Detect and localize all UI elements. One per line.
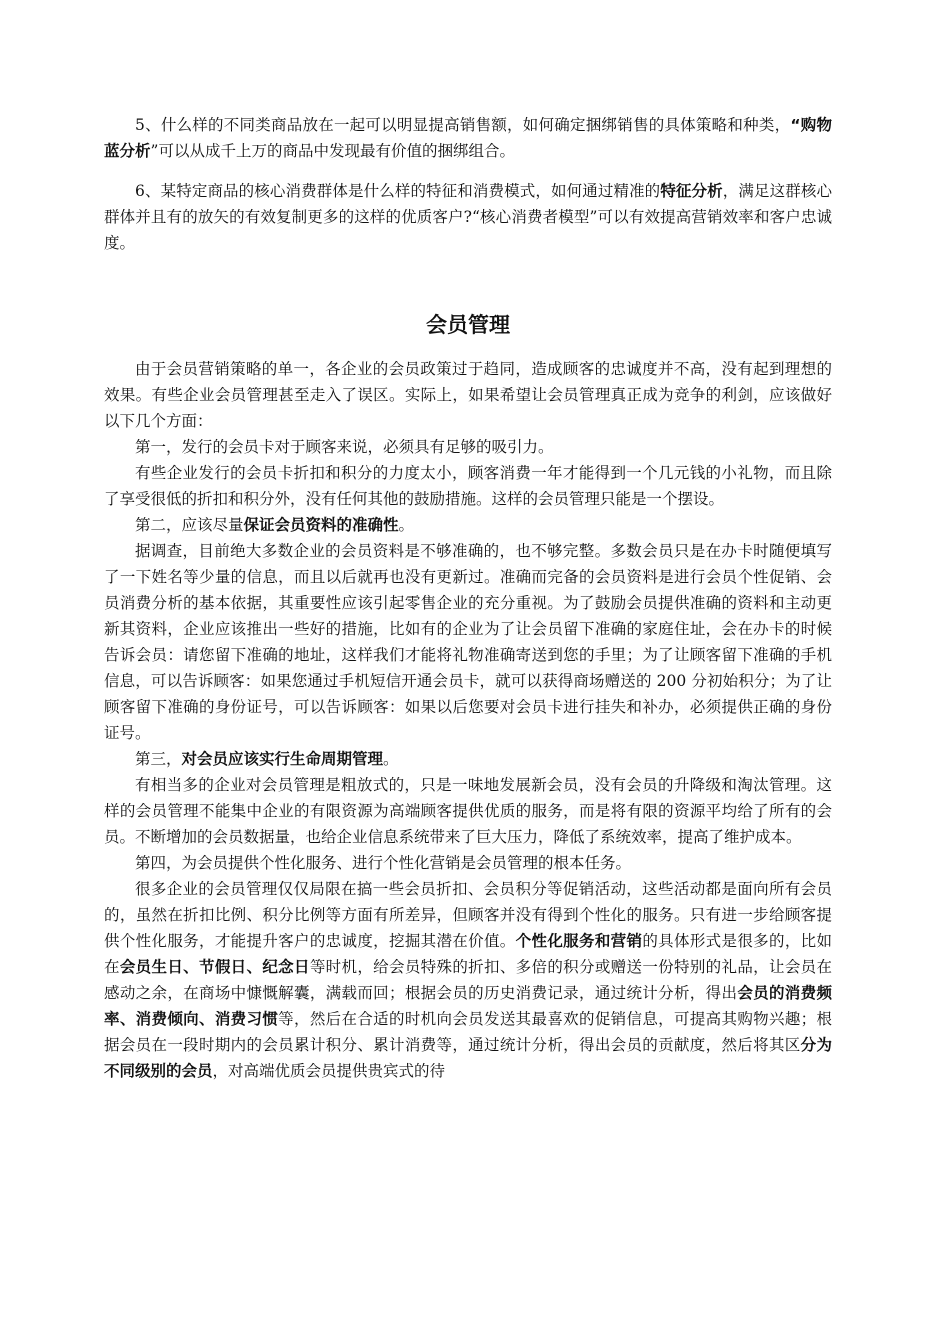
text-run: 第二，应该尽量 bbox=[135, 516, 244, 534]
text-run: 等时机，给会员特殊的折扣、多倍的积分或赠送一份特别的礼品，让会员在感动之余，在商场中慷慨解囊，满载而回；根据会员的历史消费记录，通过统计分析，得出 bbox=[104, 958, 832, 1002]
bold-term-habits: 会员的消费频率、消费倾向、消费习惯 bbox=[104, 984, 832, 1028]
text-run: 的具体形式是很多的，比如在 bbox=[104, 932, 832, 976]
paragraph-point-three-detail: 有相当多的企业对会员管理是粗放式的，只是一味地发展新会员，没有会员的升降级和淘汰管理。这样的会员管理不能集中企业的有限资源为高端顾客提供优质的服务，而是将有限的资源平均给了所有的会员。不断增加的会员数据量，也给企业信息系统带来了巨大压力，降低了系统效率，提高了维护成本。 bbox=[104, 776, 832, 846]
paragraph-intro: 由于会员营销策略的单一，各企业的会员政策过于趋同，造成顾客的忠诚度并不高，没有起到理想的效果。有些企业会员管理甚至走入了误区。实际上，如果希望让会员管理真正成为竞争的利剑，应该做好以下几个方面： bbox=[104, 360, 832, 430]
paragraph-basket-analysis bbox=[104, 112, 832, 164]
paragraph-point-four-detail bbox=[104, 876, 832, 1084]
bold-term-data-accuracy: 保证会员资料的准确性 bbox=[243, 516, 399, 534]
bold-term-occasions: 会员生日、节假日、纪念日 bbox=[119, 958, 310, 976]
bold-term-basket-analysis: “购物蓝分析 bbox=[104, 116, 832, 160]
text-run: 。 bbox=[383, 750, 399, 768]
paragraph-point-one: 第一，发行的会员卡对于顾客来说，必须具有足够的吸引力。 bbox=[135, 438, 554, 456]
paragraph-point-one-detail: 有些企业发行的会员卡折扣和积分的力度太小，顾客消费一年才能得到一个几元钱的小礼物，而且除了享受很低的折扣和积分外，没有任何其他的鼓励措施。这样的会员管理只能是一个摆设。 bbox=[104, 464, 832, 508]
text-run: 。 bbox=[398, 516, 415, 534]
section-title: 会员管理 bbox=[426, 313, 510, 337]
text-run: 第三， bbox=[135, 750, 182, 768]
text-run: 很多企业的会员管理仅仅局限在搞一些会员折扣、会员积分等促销活动，这些活动都是面向所有会员的，虽然在折扣比例、积分比例等方面有所差异，但顾客并没有得到个性化的服务。只有进一步给顾客提供个性化服务，才能提升客户的忠诚度，挖掘其潜在价值。 bbox=[104, 880, 832, 950]
paragraph-point-two bbox=[104, 512, 832, 538]
bold-term-lifecycle: 对会员应该实行生命周期管理 bbox=[181, 750, 384, 768]
text-run: 5、什么样的不同类商品放在一起可以明显提高销售额，如何确定捆绑销售的具体策略和种类， bbox=[135, 116, 791, 134]
text-run: 等，然后在合适的时机向会员发送其最喜欢的促销信息，可提高其购物兴趣；根据会员在一段时期内的会员累计积分、累计消费等，通过统计分析，得出会员的贡献度，然后将其区 bbox=[104, 1010, 832, 1054]
bold-term-feature-analysis: 特征分析 bbox=[660, 182, 723, 200]
paragraph-point-four: 第四，为会员提供个性化服务、进行个性化营销是会员管理的根本任务。 bbox=[135, 854, 632, 872]
paragraph-point-two-detail: 据调查，目前绝大多数企业的会员资料是不够准确的，也不够完整。多数会员只是在办卡时随便填写了一下姓名等少量的信息，而且以后就再也没有更新过。准确而完备的会员资料是进行会员个性促销、会员消费分析的基本依据，其重要性应该引起零售企业的充分重视。为了鼓励会员提供准确的资料和主动更新其资料，企业应该推出一些好的措施，比如有的企业为了让会员留下准确的家庭住址，会在办卡的时候告诉会员：请您留下准确的地址，这样我们才能将礼物准确寄送到您的手里；为了让顾客留下准确的手机信息，可以告诉顾客：如果您通过手机短信开通会员卡，就可以获得商场赠送的 200 分初始积分；为了让顾客留下准确的身份证号，可以告诉顾客：如果以后您要对会员卡进行挂失和补办，必须提供正确的身份证号。 bbox=[104, 542, 832, 742]
text-run: ，满足这群核心群体并且有的放矢的有效复制更多的这样的优质客户?“核心消费者模型”可以有效提高营销效率和客户忠诚度。 bbox=[104, 182, 832, 252]
text-run: 6、某特定商品的核心消费群体是什么样的特征和消费模式，如何通过精准的 bbox=[135, 182, 661, 200]
text-run: ，对高端优质会员提供贵宾式的待 bbox=[212, 1062, 446, 1080]
bold-term-personalized: 个性化服务和营销 bbox=[515, 932, 643, 950]
paragraph-core-consumer bbox=[104, 178, 832, 256]
document-page bbox=[104, 112, 832, 1084]
text-run: ”可以从成千上万的商品中发现最有价值的捆绑组合。 bbox=[150, 142, 515, 160]
bold-term-levels: 分为不同级别的会员 bbox=[104, 1036, 832, 1080]
paragraph-point-three bbox=[104, 746, 832, 772]
